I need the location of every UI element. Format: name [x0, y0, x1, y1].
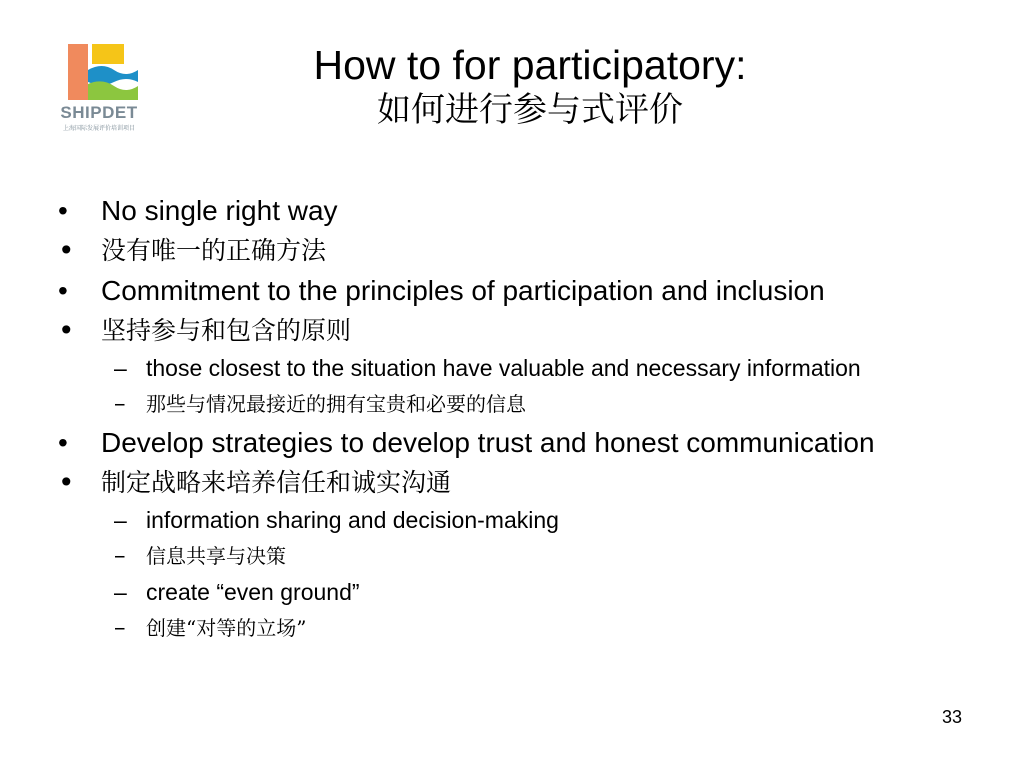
logo-subtitle: 上海国际发展评价培训项目	[62, 125, 135, 132]
title-chinese: 如何进行参与式评价	[377, 90, 683, 130]
bullet-marker: •	[58, 275, 68, 306]
bullet-item	[56, 315, 896, 346]
bullet-item	[56, 195, 896, 226]
bullet-text: Develop strategies to develop trust and honest communication	[101, 427, 875, 458]
bullet-text: 没有唯一的正确方法	[101, 236, 327, 265]
sub-bullet-text: those closest to the situation have valuable and necessary information	[146, 355, 861, 381]
sub-bullet-marker: –	[114, 615, 126, 641]
sub-bullet-text: 那些与情况最接近的拥有宝贵和必要的信息	[146, 392, 526, 416]
sub-bullet-item	[56, 507, 896, 533]
bullet-marker: •	[58, 314, 75, 347]
logo-mark-icon	[50, 40, 148, 102]
sub-bullet-text: create “even ground”	[146, 579, 360, 605]
sub-bullet-text: information sharing and decision-making	[146, 507, 559, 533]
bullet-item	[56, 235, 896, 266]
sub-bullet-marker: –	[114, 391, 126, 417]
sub-bullet-text: 创建“对等的立场”	[146, 616, 307, 640]
page-number: 33	[941, 707, 962, 727]
bullet-list	[56, 195, 896, 651]
sub-bullet-text: 信息共享与决策	[146, 544, 286, 568]
logo-name: SHIPDET	[60, 103, 138, 122]
bullet-marker: •	[58, 234, 75, 267]
bullet-item	[56, 467, 896, 498]
sub-bullet-item	[56, 355, 896, 381]
bullet-marker: •	[58, 427, 68, 458]
sub-bullet-item	[56, 615, 896, 641]
title-english: How to for participatory:	[313, 42, 747, 88]
sub-bullet-marker: –	[114, 543, 126, 569]
sub-bullet-marker: –	[114, 579, 127, 605]
sub-bullet-item	[56, 391, 896, 417]
bullet-marker: •	[58, 195, 68, 226]
bullet-item	[56, 427, 896, 458]
sub-bullet-marker: –	[114, 507, 127, 533]
slide-title	[150, 40, 910, 130]
shipdet-logo	[50, 40, 148, 135]
sub-bullet-item	[56, 543, 896, 569]
bullet-marker: •	[58, 466, 75, 499]
bullet-text: 制定战略来培养信任和诚实沟通	[101, 468, 452, 497]
sub-bullet-item	[56, 579, 896, 605]
bullet-item	[56, 275, 896, 306]
bullet-text: Commitment to the principles of participation and inclusion	[101, 275, 825, 306]
bullet-text: No single right way	[101, 195, 338, 226]
sub-bullet-marker: –	[114, 355, 127, 381]
bullet-text: 坚持参与和包含的原则	[101, 316, 352, 345]
